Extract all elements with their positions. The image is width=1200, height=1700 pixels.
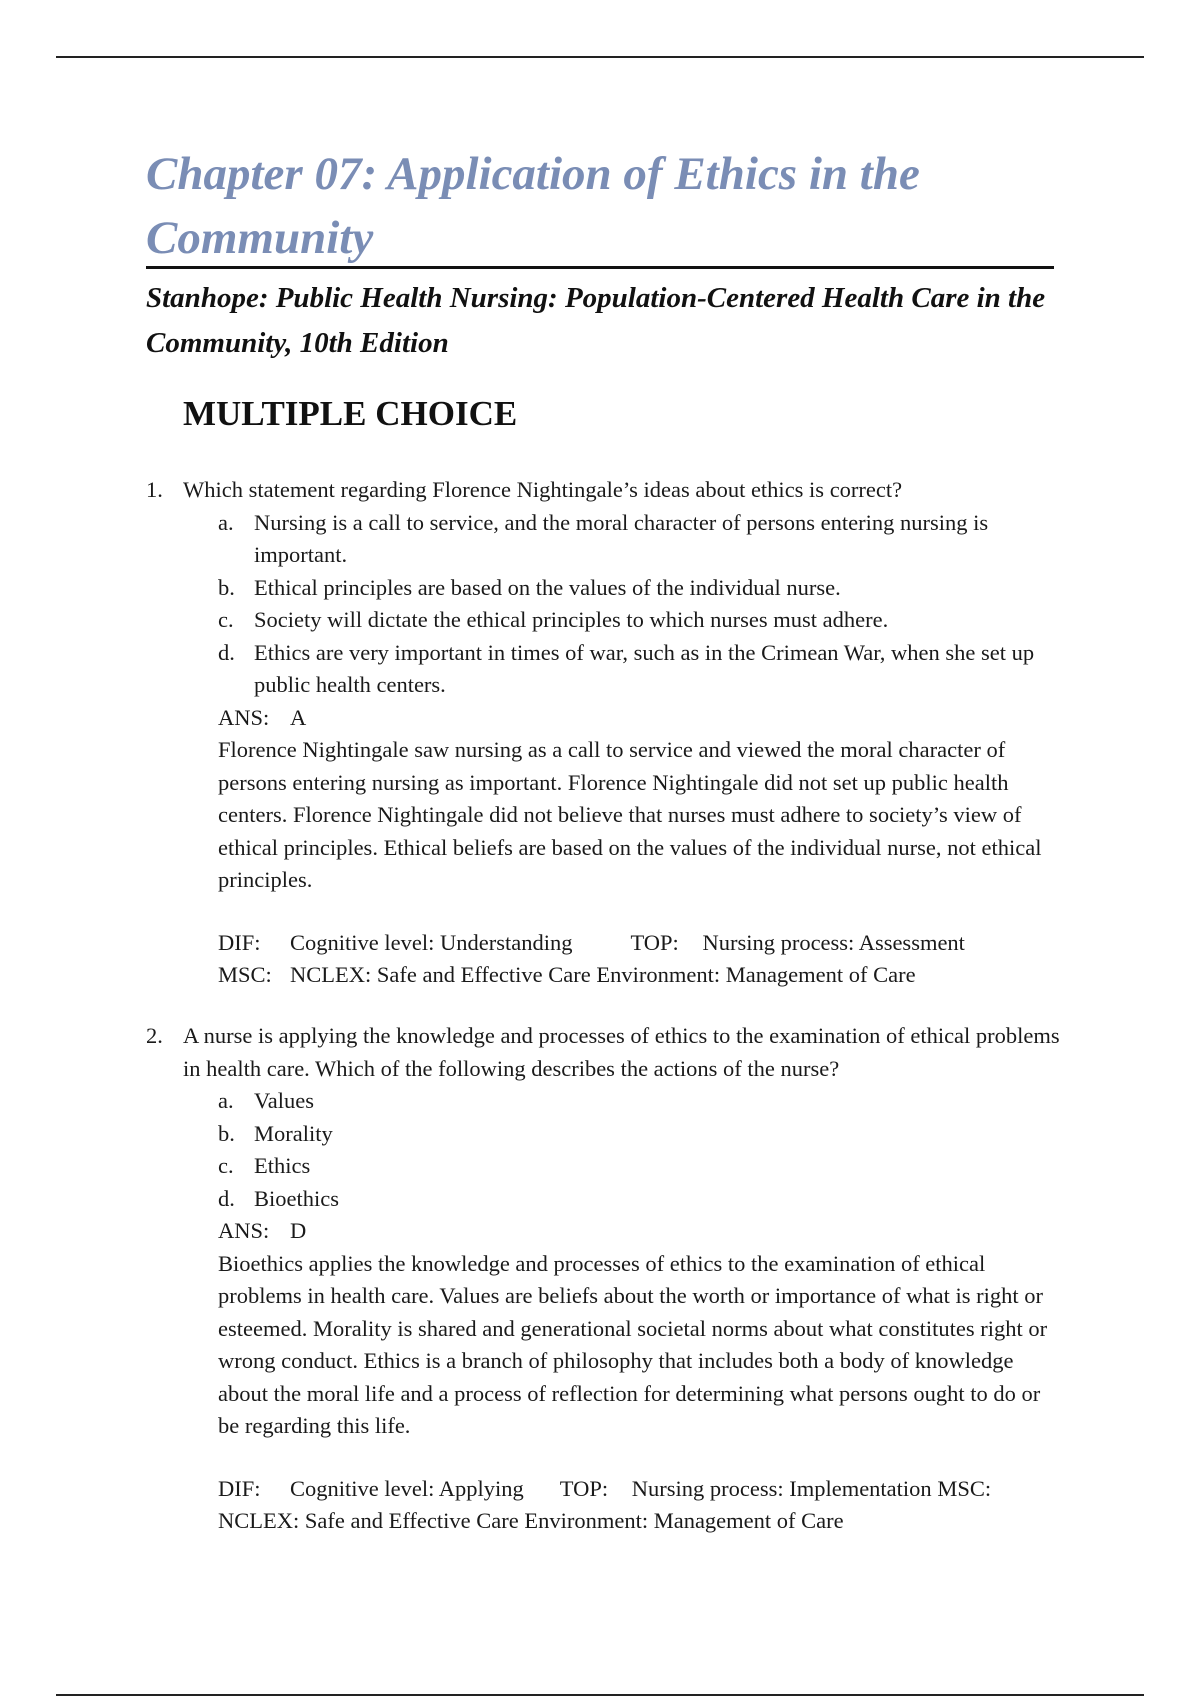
meta-line-2	[218, 959, 1066, 992]
meta-line-1	[218, 1473, 1066, 1506]
option-d	[218, 637, 1066, 702]
option-a	[218, 1085, 1066, 1118]
msc-value: NCLEX: Safe and Effective Care Environment: Management of Care	[290, 962, 916, 987]
option-letter: c.	[218, 1153, 234, 1178]
option-text: Morality	[254, 1120, 333, 1146]
option-b	[218, 1118, 1066, 1151]
option-text: Bioethics	[254, 1185, 339, 1211]
top-value: Nursing process: Implementation	[631, 1475, 932, 1501]
question-metadata	[218, 1473, 1066, 1538]
top-rule	[56, 56, 1144, 58]
option-text: Values	[254, 1088, 314, 1113]
answer-options	[218, 1085, 1066, 1215]
section-heading: MULTIPLE CHOICE	[183, 394, 518, 433]
chapter-title: Chapter 07: Application of Ethics in the Community	[146, 148, 920, 264]
bottom-rule	[56, 1694, 1144, 1696]
question-2	[146, 1020, 1066, 1538]
option-text: Ethics	[254, 1153, 311, 1178]
question-stem	[146, 474, 1066, 507]
option-letter: a.	[218, 509, 234, 535]
title-underline	[146, 266, 1054, 269]
option-text: Nursing is a call to service, and the moral character of persons entering nursing is important.	[254, 509, 989, 567]
option-d	[218, 1183, 1066, 1216]
question-stem	[146, 1020, 1066, 1085]
book-subtitle: Stanhope: Public Health Nursing: Population-Centered Health Care in the Community, 10th Edition	[146, 282, 1046, 359]
option-b	[218, 572, 1066, 605]
dif-label: DIF:	[218, 929, 261, 955]
answer-label: ANS:	[218, 704, 270, 730]
msc-label: MSC:	[218, 962, 272, 987]
answer-key	[218, 1215, 1066, 1248]
meta-line-2	[218, 1505, 1066, 1538]
answer-options	[218, 507, 1066, 702]
rationale: Florence Nightingale saw nursing as a call to service and viewed the moral character of persons entering nursing as important. Florence Nightingale did not set up public health centers. Florence Nightingale did not believe that nurses must adhere to society’s view of ethical principles. Ethical beliefs are based on the values of the individual nurse, not ethical principles.	[218, 737, 1042, 892]
msc-label: MSC:	[937, 1475, 992, 1501]
option-letter: b.	[218, 1120, 235, 1146]
option-letter: b.	[218, 574, 235, 600]
option-letter: c.	[218, 607, 234, 632]
option-letter: d.	[218, 639, 235, 665]
option-c	[218, 1150, 1066, 1183]
dif-label: DIF:	[218, 1475, 261, 1501]
question-number: 1.	[146, 477, 163, 502]
answer-value: A	[290, 704, 307, 730]
answer-label: ANS:	[218, 1218, 270, 1243]
question-metadata	[218, 927, 1066, 992]
meta-line-1	[218, 927, 1066, 960]
question-1	[146, 474, 1066, 992]
answer-key	[218, 702, 1066, 735]
option-a	[218, 507, 1066, 572]
rationale: Bioethics applies the knowledge and processes of ethics to the examination of ethical problems in health care. Values are beliefs about the worth or importance of what is right or esteemed. Morality is shared and generational societal norms about what constitutes right or wrong conduct. Ethics is a branch of philosophy that includes both a body of knowledge about the moral life and a process of reflection for determining what persons ought to do or be regarding this life.	[218, 1250, 1048, 1438]
question-text: Which statement regarding Florence Nightingale’s ideas about ethics is correct?	[183, 477, 903, 502]
top-value: Nursing process: Assessment	[702, 929, 965, 955]
option-text: Ethical principles are based on the values of the individual nurse.	[254, 574, 841, 600]
question-number: 2.	[146, 1023, 163, 1048]
dif-value: Cognitive level: Applying	[290, 1475, 524, 1501]
top-label: TOP:	[630, 929, 679, 955]
option-letter: a.	[218, 1088, 234, 1113]
option-text: Society will dictate the ethical principles to which nurses must adhere.	[254, 607, 889, 632]
top-label: TOP:	[559, 1475, 609, 1501]
option-c	[218, 604, 1066, 637]
question-text: A nurse is applying the knowledge and processes of ethics to the examination of ethical problems in health care. Which of the following describes the actions of the nurse?	[183, 1023, 1060, 1081]
answer-value: D	[290, 1218, 307, 1243]
msc-value: NCLEX: Safe and Effective Care Environment: Management of Care	[218, 1508, 844, 1533]
option-letter: d.	[218, 1185, 235, 1211]
option-text: Ethics are very important in times of war, such as in the Crimean War, when she set up public health centers.	[254, 639, 1035, 697]
dif-value: Cognitive level: Understanding	[290, 929, 573, 955]
